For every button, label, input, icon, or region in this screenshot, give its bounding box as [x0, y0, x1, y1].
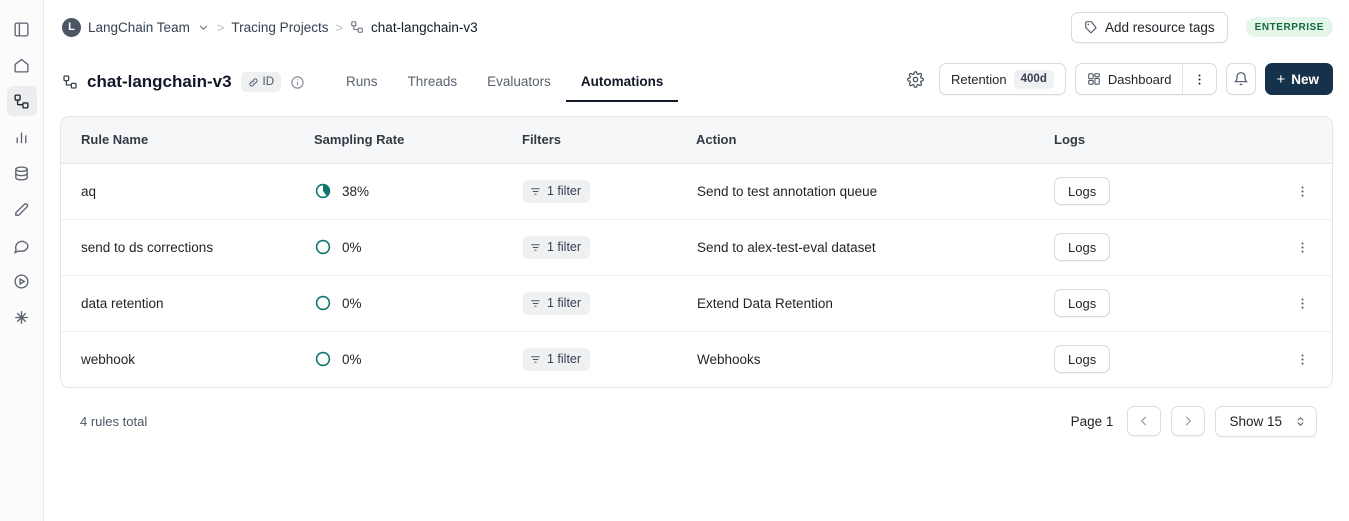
new-label: New	[1291, 71, 1319, 87]
sampling-rate-value: 0%	[342, 239, 362, 255]
breadcrumb-org[interactable]: LangChain Team	[88, 19, 190, 35]
sampling-donut-icon	[315, 351, 331, 367]
retention-value: 400d	[1014, 70, 1054, 89]
project-id-chip[interactable]	[241, 72, 282, 92]
cell-logs	[1050, 275, 1278, 331]
cell-menu	[1278, 275, 1332, 331]
new-button[interactable]	[1265, 63, 1333, 95]
cell-menu	[1278, 163, 1332, 219]
tracing-project-icon	[350, 20, 364, 34]
cell-rule-name: aq	[61, 163, 314, 219]
link-icon	[248, 77, 259, 88]
table-row[interactable]	[61, 163, 1332, 219]
enterprise-badge: ENTERPRISE	[1246, 17, 1333, 37]
filter-chip[interactable]	[523, 348, 590, 371]
table-row[interactable]	[61, 219, 1332, 275]
cell-logs	[1050, 331, 1278, 387]
filter-chip-label: 1 filter	[547, 296, 582, 310]
column-filters: Filters	[522, 117, 696, 163]
chart-icon[interactable]	[7, 122, 37, 152]
breadcrumb	[62, 18, 1063, 37]
sampling-donut-icon	[315, 239, 331, 255]
table-header	[61, 117, 1332, 163]
top-bar	[44, 0, 1349, 54]
cell-sampling-rate	[314, 331, 522, 387]
column-rule-name: Rule Name	[61, 117, 314, 163]
sampling-rate-value: 38%	[342, 183, 370, 199]
logs-button[interactable]: Logs	[1054, 177, 1110, 205]
cell-sampling-rate	[314, 163, 522, 219]
dashboard-label: Dashboard	[1107, 71, 1172, 87]
gear-icon[interactable]	[902, 65, 930, 93]
cell-rule-name: webhook	[81, 351, 136, 367]
filter-icon	[530, 186, 541, 197]
logs-button[interactable]: Logs	[1054, 289, 1110, 317]
cell-action: Webhooks	[697, 351, 761, 367]
cell-filters	[522, 331, 696, 387]
cell-sampling-rate	[314, 219, 522, 275]
table-row[interactable]	[61, 331, 1332, 387]
chevron-down-icon[interactable]	[197, 21, 210, 34]
breadcrumb-separator-2: >	[335, 19, 344, 35]
project-header	[44, 54, 1349, 102]
spark-icon[interactable]	[7, 302, 37, 332]
cell-rule-name: send to ds corrections	[61, 219, 314, 275]
kebab-icon[interactable]	[1183, 64, 1216, 94]
table-footer	[60, 388, 1333, 442]
page-title: chat-langchain-v3	[87, 72, 232, 91]
cell-logs	[1050, 219, 1278, 275]
sidebar-icon[interactable]	[7, 14, 37, 44]
tracing-icon[interactable]	[7, 86, 37, 116]
column-menu	[1278, 117, 1332, 163]
filter-chip[interactable]	[523, 236, 590, 259]
org-avatar: L	[62, 18, 81, 37]
cell-menu	[1278, 331, 1332, 387]
dashboard-control[interactable]	[1075, 63, 1218, 95]
tag-icon	[1084, 20, 1098, 34]
filter-icon	[530, 298, 541, 309]
dashboard-icon	[1087, 72, 1101, 86]
cell-action: Send to alex-test-eval dataset	[696, 219, 1050, 275]
automations-table-card	[60, 116, 1333, 388]
filter-icon	[530, 354, 541, 365]
tab-bar	[331, 54, 678, 102]
cell-action: Send to test annotation queue	[696, 163, 1050, 219]
project-title-group	[62, 72, 305, 102]
total-count: 4 rules total	[80, 413, 148, 429]
tab-automations[interactable]: Automations	[566, 74, 679, 102]
page-indicator: Page 1	[1070, 413, 1114, 429]
table-row[interactable]	[61, 275, 1332, 331]
row-kebab-icon[interactable]	[1289, 178, 1315, 204]
sampling-donut-icon	[315, 183, 331, 199]
automations-table	[61, 117, 1332, 387]
cell-sampling-rate	[314, 275, 522, 331]
breadcrumb-current: chat-langchain-v3	[371, 19, 478, 35]
cell-rule-name: data retention	[61, 275, 314, 331]
pencil-icon[interactable]	[7, 194, 37, 224]
retention-control[interactable]	[939, 63, 1066, 95]
project-icon	[62, 74, 78, 90]
column-logs: Logs	[1050, 117, 1278, 163]
filter-icon	[530, 242, 541, 253]
project-id-label: ID	[262, 76, 275, 88]
cell-filters	[522, 275, 696, 331]
cell-filters	[522, 219, 696, 275]
row-kebab-icon[interactable]	[1289, 234, 1315, 260]
cell-menu	[1278, 219, 1332, 275]
info-icon[interactable]	[290, 75, 305, 90]
header-actions	[902, 63, 1333, 102]
page-size-label: Show 15	[1229, 413, 1282, 429]
retention-label: Retention	[950, 71, 1007, 87]
sampling-rate-value: 0%	[342, 295, 362, 311]
main-column	[44, 0, 1349, 521]
filter-chip[interactable]	[523, 292, 590, 315]
pagination	[1071, 406, 1317, 437]
row-kebab-icon[interactable]	[1289, 346, 1315, 372]
add-resource-tags-button[interactable]	[1071, 12, 1228, 43]
add-resource-tags-label: Add resource tags	[1105, 19, 1215, 35]
cell-filters	[522, 163, 696, 219]
page-size-select[interactable]	[1215, 406, 1317, 437]
database-icon[interactable]	[7, 158, 37, 188]
left-rail	[0, 0, 44, 521]
table-body	[61, 163, 1332, 387]
dashboard-button[interactable]	[1076, 64, 1183, 94]
prev-page-button[interactable]	[1127, 406, 1161, 436]
content-area	[44, 102, 1349, 521]
logs-button[interactable]: Logs	[1054, 345, 1110, 373]
column-sampling-rate: Sampling Rate	[314, 117, 522, 163]
filter-chip-label: 1 filter	[547, 184, 582, 198]
filter-chip-label: 1 filter	[547, 352, 582, 367]
home-icon[interactable]	[7, 50, 37, 80]
tab-threads[interactable]: Threads	[407, 74, 458, 89]
retention-item[interactable]	[940, 64, 1065, 94]
filter-chip[interactable]	[523, 180, 590, 203]
sampling-rate-value: 0%	[342, 351, 362, 367]
breadcrumb-separator-1: >	[216, 19, 225, 35]
row-kebab-icon[interactable]	[1289, 290, 1315, 316]
tab-evaluators[interactable]: Evaluators	[487, 74, 551, 89]
table-header-row	[61, 117, 1332, 163]
cell-action: Extend Data Retention	[696, 275, 1050, 331]
bell-icon[interactable]	[1226, 63, 1256, 95]
sampling-donut-icon	[315, 295, 331, 311]
plus-icon: +	[1276, 70, 1286, 88]
logs-button[interactable]: Logs	[1054, 233, 1110, 261]
breadcrumb-section[interactable]: Tracing Projects	[231, 19, 329, 35]
cell-logs	[1050, 163, 1278, 219]
chevron-updown-icon	[1294, 415, 1307, 428]
filter-chip-label: 1 filter	[547, 240, 582, 254]
column-action: Action	[696, 117, 1050, 163]
next-page-button[interactable]	[1171, 406, 1205, 436]
play-icon[interactable]	[7, 266, 37, 296]
tab-runs[interactable]: Runs	[346, 74, 378, 89]
chat-icon[interactable]	[7, 230, 37, 260]
